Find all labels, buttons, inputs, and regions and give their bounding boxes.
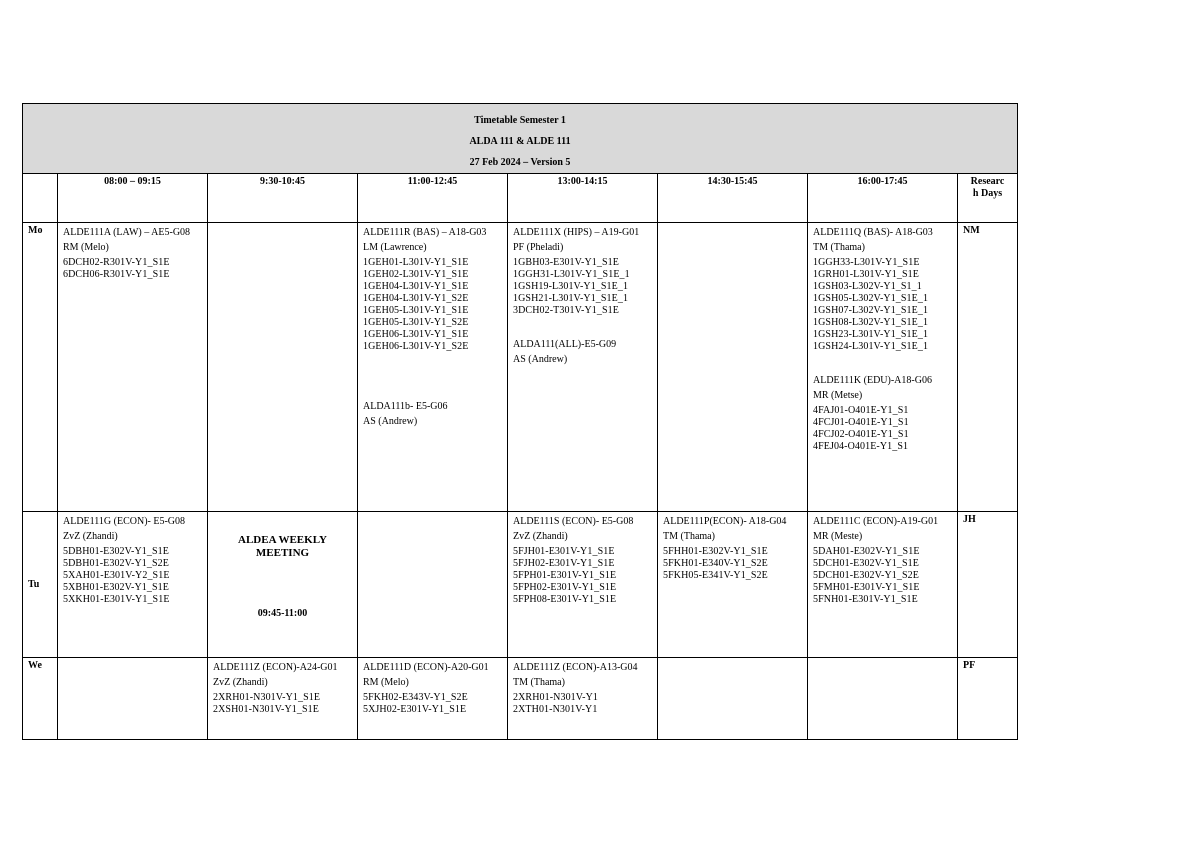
lecturer: ZvZ (Zhandi) bbox=[63, 531, 118, 542]
lecturer: AS (Andrew) bbox=[513, 354, 568, 365]
day-label: Mo bbox=[23, 223, 58, 512]
day-column-header bbox=[23, 174, 58, 223]
column-header: 11:00-12:45 bbox=[358, 174, 508, 223]
timetable-title: Timetable Semester 1 bbox=[474, 115, 566, 126]
slot-cell bbox=[508, 658, 658, 740]
slot-cell bbox=[508, 512, 658, 658]
lecturer: RM (Melo) bbox=[363, 677, 409, 688]
lecturer: PF (Pheladi) bbox=[513, 242, 564, 253]
group-codes: 5FHH01-E302V-Y1_S1E 5FKH01-E340V-Y1_S2E 5FKH05-E341V-Y1_S2E bbox=[663, 546, 768, 581]
column-header: 14:30-15:45 bbox=[658, 174, 808, 223]
module-title: ALDE111R (BAS) – A18-G03 bbox=[363, 227, 487, 238]
group-codes: 2XRH01-N301V-Y1 2XTH01-N301V-Y1 bbox=[513, 692, 599, 715]
group-codes: 4FAJ01-O401E-Y1_S1 4FCJ01-O401E-Y1_S1 4FCJ02-O401E-Y1_S1 4FEJ04-O401E-Y1_S1 bbox=[813, 405, 909, 452]
column-header-row bbox=[23, 174, 1018, 223]
timetable-header bbox=[23, 104, 1018, 174]
module-title: ALDE111K (EDU)-A18-G06 bbox=[813, 375, 932, 386]
weekly-meeting-cell bbox=[208, 512, 358, 658]
lecturer: MR (Metse) bbox=[813, 390, 863, 401]
group-codes: 5DAH01-E302V-Y1_S1E 5DCH01-E302V-Y1_S1E 5DCH01-E302V-Y1_S2E 5FMH01-E301V-Y1_S1E 5FNH01-E301V-Y1_S1E bbox=[813, 546, 920, 605]
research-day: PF bbox=[958, 658, 1018, 740]
group-codes: 1GEH01-L301V-Y1_S1E 1GEH02-L301V-Y1_S1E 1GEH04-L301V-Y1_S1E 1GEH04-L301V-Y1_S2E 1GEH05-L301V-Y1_S1E 1GEH05-L301V-Y1_S2E 1GEH06-L301V-Y1_S1E 1GEH06-L301V-Y1_S2E bbox=[363, 257, 469, 352]
slot-cell bbox=[58, 223, 208, 512]
module-title: ALDE111Z (ECON)-A13-G04 bbox=[513, 662, 638, 673]
module-title: ALDE111A (LAW) – AE5-G08 bbox=[63, 227, 191, 238]
class-block bbox=[513, 662, 652, 716]
version-date: 27 Feb 2024 – Version 5 bbox=[469, 157, 571, 168]
slot-cell bbox=[58, 512, 208, 658]
slot-cell bbox=[208, 223, 358, 512]
slot-cell bbox=[658, 658, 808, 740]
module-title: ALDE111C (ECON)-A19-G01 bbox=[813, 516, 939, 527]
group-codes: 6DCH02-R301V-Y1_S1E 6DCH06-R301V-Y1_S1E bbox=[63, 257, 170, 280]
class-block bbox=[813, 516, 952, 606]
meeting-time: 09:45-11:00 bbox=[257, 608, 308, 620]
lecturer: ZvZ (Zhandi) bbox=[213, 677, 268, 688]
class-block bbox=[513, 339, 652, 366]
day-label: Tu bbox=[23, 512, 58, 658]
module-title: ALDE111D (ECON)-A20-G01 bbox=[363, 662, 489, 673]
course-title: ALDA 111 & ALDE 111 bbox=[469, 136, 571, 147]
slot-cell bbox=[808, 658, 958, 740]
lecturer: AS (Andrew) bbox=[363, 416, 418, 427]
slot-cell bbox=[808, 223, 958, 512]
slot-cell bbox=[658, 223, 808, 512]
meeting-title: ALDEA WEEKLY MEETING bbox=[238, 534, 327, 560]
lecturer: LM (Lawrence) bbox=[363, 242, 427, 253]
lecturer: RM (Melo) bbox=[63, 242, 109, 253]
lecturer: TM (Thama) bbox=[663, 531, 715, 542]
table-row bbox=[23, 658, 1018, 740]
class-block bbox=[513, 227, 652, 317]
module-title: ALDE111P(ECON)- A18-G04 bbox=[663, 516, 787, 527]
group-codes: 5DBH01-E302V-Y1_S1E 5DBH01-E302V-Y1_S2E 5XAH01-E301V-Y2_S1E 5XBH01-E302V-Y1_S1E 5XKH01-E301V-Y1_S1E bbox=[63, 546, 170, 605]
slot-cell bbox=[508, 223, 658, 512]
module-title: ALDA111b- E5-G06 bbox=[363, 401, 448, 412]
slot-cell bbox=[808, 512, 958, 658]
group-codes: 1GGH33-L301V-Y1_S1E 1GRH01-L301V-Y1_S1E 1GSH03-L302V-Y1_S1_1 1GSH05-L302V-Y1_S1E_1 1GSH07-L302V-Y1_S1E_1 1GSH08-L302V-Y1_S1E_1 1GSH23-L301V-Y1_S1E_1 1GSH24-L301V-Y1_S1E_1 bbox=[813, 257, 929, 352]
slot-cell bbox=[358, 658, 508, 740]
module-title: ALDE111Q (BAS)- A18-G03 bbox=[813, 227, 933, 238]
module-title: ALDE111S (ECON)- E5-G08 bbox=[513, 516, 634, 527]
lecturer: MR (Meste) bbox=[813, 531, 863, 542]
lecturer: TM (Thama) bbox=[513, 677, 565, 688]
column-header: 9:30-10:45 bbox=[208, 174, 358, 223]
class-block bbox=[213, 662, 352, 716]
class-block bbox=[513, 516, 652, 606]
table-row bbox=[23, 512, 1018, 658]
lecturer: TM (Thama) bbox=[813, 242, 865, 253]
group-codes: 1GBH03-E301V-Y1_S1E 1GGH31-L301V-Y1_S1E_1 1GSH19-L301V-Y1_S1E_1 1GSH21-L301V-Y1_S1E_1 3DCH02-T301V-Y1_S1E bbox=[513, 257, 630, 316]
module-title: ALDA111(ALL)-E5-G09 bbox=[513, 339, 617, 350]
lecturer: ZvZ (Zhandi) bbox=[513, 531, 568, 542]
module-title: ALDE111G (ECON)- E5-G08 bbox=[63, 516, 186, 527]
group-codes: 5FKH02-E343V-Y1_S2E 5XJH02-E301V-Y1_S1E bbox=[363, 692, 468, 715]
group-codes: 2XRH01-N301V-Y1_S1E 2XSH01-N301V-Y1_S1E bbox=[213, 692, 321, 715]
module-title: ALDE111Z (ECON)-A24-G01 bbox=[213, 662, 338, 673]
class-block bbox=[813, 375, 952, 453]
class-block bbox=[813, 227, 952, 353]
column-header-research-days: Researc h Days bbox=[958, 174, 1018, 223]
module-title: ALDE111X (HIPS) – A19-G01 bbox=[513, 227, 640, 238]
slot-cell bbox=[208, 658, 358, 740]
column-header: 16:00-17:45 bbox=[808, 174, 958, 223]
slot-cell bbox=[358, 223, 508, 512]
class-block bbox=[363, 227, 502, 353]
slot-cell bbox=[358, 512, 508, 658]
class-block bbox=[63, 516, 202, 606]
research-day: NM bbox=[958, 223, 1018, 512]
table-row bbox=[23, 223, 1018, 512]
class-block bbox=[363, 401, 502, 428]
research-day: JH bbox=[958, 512, 1018, 658]
group-codes: 5FJH01-E301V-Y1_S1E 5FJH02-E301V-Y1_S1E 5FPH01-E301V-Y1_S1E 5FPH02-E301V-Y1_S1E 5FPH08-E301V-Y1_S1E bbox=[513, 546, 617, 605]
class-block bbox=[663, 516, 802, 582]
timetable bbox=[22, 103, 1018, 740]
column-header: 08:00 – 09:15 bbox=[58, 174, 208, 223]
slot-cell bbox=[658, 512, 808, 658]
class-block bbox=[363, 662, 502, 716]
slot-cell bbox=[58, 658, 208, 740]
class-block bbox=[63, 227, 202, 281]
column-header: 13:00-14:15 bbox=[508, 174, 658, 223]
day-label: We bbox=[23, 658, 58, 740]
